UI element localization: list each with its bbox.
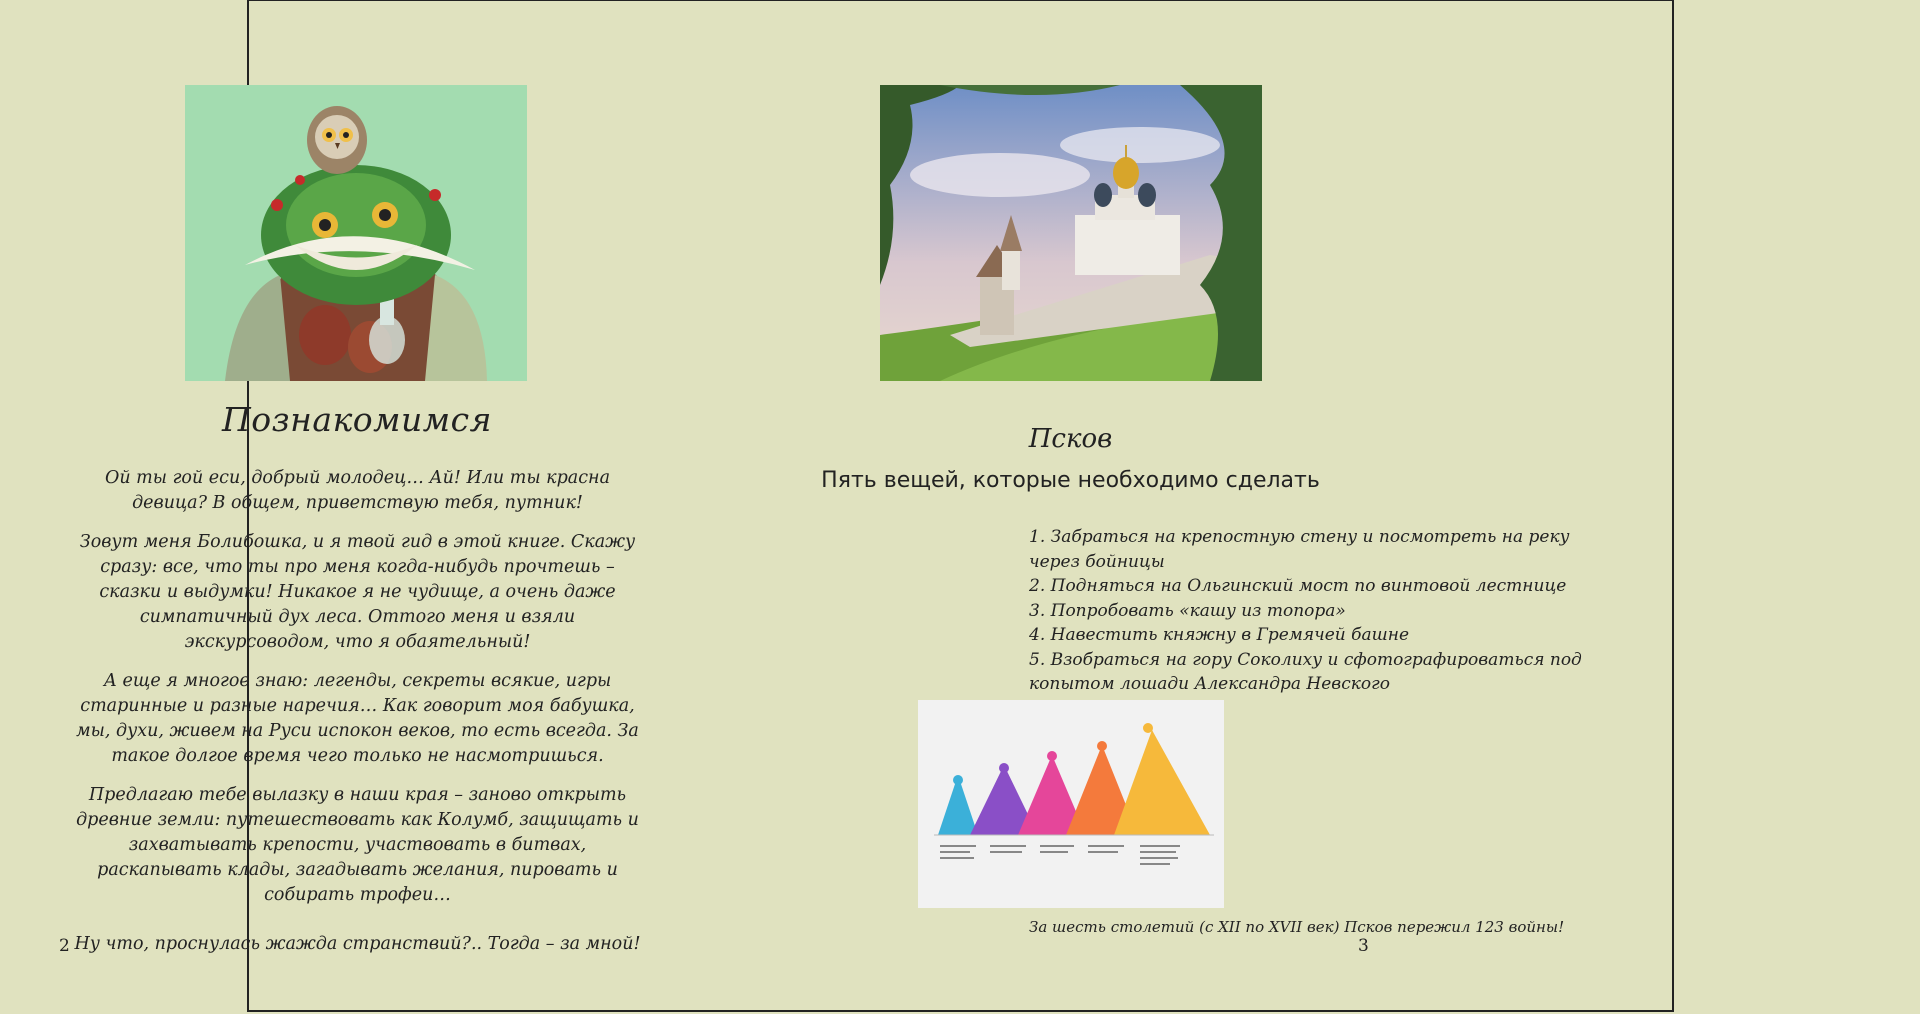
pyramid-infographic (918, 700, 1224, 908)
list-item: 2. Подняться на Ольгинский мост по винтовой лестнице (1029, 576, 1567, 596)
forest-spirit-owl-illustration (185, 85, 527, 381)
intro-text (70, 466, 645, 971)
things-to-do-list (1029, 525, 1609, 697)
footnote: За шесть столетий (с XII по XVII век) Псков пережил 123 войны! (1029, 918, 1565, 936)
paragraph: Зовут меня Болибошка, и я твой гид в этой книге. Скажу сразу: все, что ты про меня когда-нибудь прочтешь – сказки и выдумки! Никакое я не чудище, а очень даже симпатичный дух леса. Оттого меня и взяли экскурсоводом, что я обаятельный! (79, 532, 636, 652)
pskov-kremlin-photo (880, 85, 1262, 381)
closing-line: Ну что, проснулась жажда странствий?.. Тогда – за мной! (74, 934, 641, 954)
list-item: 1. Забраться на крепостную стену и посмотреть на реку через бойницы (1029, 527, 1570, 572)
paragraph: Ой ты гой еси, добрый молодец… Ай! Или ты красна девица? В общем, приветствую тебя, путник! (104, 468, 610, 513)
page-number-right: 3 (1358, 936, 1369, 956)
section-subtitle: Пять вещей, которые необходимо сделать (821, 468, 1320, 493)
list-item: 5. Взобраться на гору Соколиху и сфотографироваться под копытом лошади Александра Невского (1029, 649, 1582, 694)
city-title: Псков (1028, 424, 1113, 454)
paragraph: А еще я многое знаю: легенды, секреты всякие, игры старинные и разные наречия… Как говорит моя бабушка, мы, духи, живем на Руси испокон веков, то есть всегда. За такое долгое время чего только не насмотришься. (76, 671, 639, 766)
paragraph: Предлагаю тебе вылазку в наши края – заново открыть древние земли: путешествовать как Колумб, защищать и захватывать крепости, участвовать в битвах, раскапывать клады, загадывать желания, пировать и собирать трофеи… (76, 785, 639, 905)
page-heading: Познакомимся (222, 400, 492, 439)
list-item: 3. Попробовать «кашу из топора» (1029, 600, 1346, 621)
list-item: 4. Навестить княжну в Гремячей башне (1029, 625, 1410, 645)
page-number-left: 2 (59, 936, 70, 956)
